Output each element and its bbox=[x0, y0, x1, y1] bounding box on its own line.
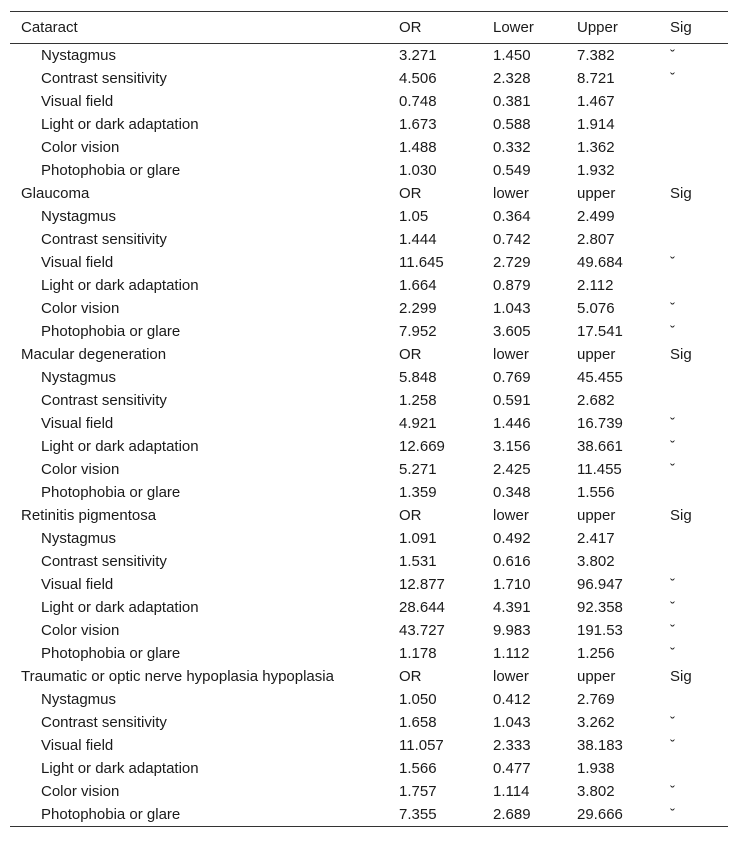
header-row bbox=[10, 12, 728, 44]
sig-mark bbox=[659, 481, 728, 504]
lower-value: 1.043 bbox=[493, 714, 531, 731]
row-label: Nystagmus bbox=[41, 47, 117, 64]
group-col-sig: Sig bbox=[670, 185, 692, 202]
or-value: 2.299 bbox=[399, 300, 437, 317]
upper-value: 11.455 bbox=[577, 461, 622, 478]
lower-value: 0.549 bbox=[493, 162, 531, 179]
lower-value: 3.156 bbox=[493, 438, 531, 455]
upper-value: 2.112 bbox=[577, 277, 614, 294]
lower-value: 2.328 bbox=[493, 70, 531, 87]
lower-value: 0.879 bbox=[493, 277, 531, 294]
sig-mark: ˇ bbox=[670, 622, 675, 639]
table-row bbox=[10, 205, 728, 228]
group-col-or: OR bbox=[399, 346, 422, 363]
lower-value: 2.333 bbox=[493, 737, 531, 754]
column-header-or: OR bbox=[399, 19, 422, 36]
upper-value: 2.807 bbox=[577, 231, 615, 248]
or-value: 1.658 bbox=[399, 714, 437, 731]
sig-mark: ˇ bbox=[670, 645, 675, 662]
upper-value: 7.382 bbox=[577, 47, 615, 64]
upper-value: 3.262 bbox=[577, 714, 615, 731]
table-row bbox=[10, 159, 728, 182]
row-label: Visual field bbox=[41, 576, 114, 593]
sig-mark bbox=[659, 205, 728, 228]
row-label: Visual field bbox=[41, 93, 114, 110]
group-header-row bbox=[10, 665, 728, 688]
lower-value: 1.710 bbox=[493, 576, 531, 593]
row-label: Nystagmus bbox=[41, 530, 117, 547]
or-value: 1.030 bbox=[399, 162, 437, 179]
group-col-or: OR bbox=[399, 185, 422, 202]
group-col-upper: upper bbox=[577, 346, 616, 363]
group-col-or: OR bbox=[399, 668, 422, 685]
sig-mark: ˇ bbox=[670, 737, 675, 754]
column-header-upper: Upper bbox=[577, 19, 618, 36]
table-row bbox=[10, 274, 728, 297]
upper-value: 2.682 bbox=[577, 392, 615, 409]
row-label: Color vision bbox=[41, 300, 120, 317]
lower-value: 0.332 bbox=[493, 139, 531, 156]
or-value: 43.727 bbox=[399, 622, 445, 639]
lower-value: 0.616 bbox=[493, 553, 531, 570]
group-col-upper: upper bbox=[577, 668, 616, 685]
sig-mark bbox=[659, 550, 728, 573]
sig-mark: ˇ bbox=[670, 254, 675, 271]
table-row bbox=[10, 527, 728, 550]
sig-mark bbox=[659, 688, 728, 711]
sig-mark: ˇ bbox=[670, 599, 675, 616]
group-col-sig: Sig bbox=[670, 668, 692, 685]
or-value: 1.359 bbox=[399, 484, 437, 501]
upper-value: 38.661 bbox=[577, 438, 623, 455]
upper-value: 2.499 bbox=[577, 208, 615, 225]
or-value: 11.057 bbox=[399, 737, 444, 754]
row-label: Visual field bbox=[41, 737, 114, 754]
table-row bbox=[10, 320, 728, 343]
lower-value: 2.729 bbox=[493, 254, 531, 271]
table-row bbox=[10, 550, 728, 573]
table-row bbox=[10, 435, 728, 458]
sig-mark bbox=[659, 274, 728, 297]
or-value: 1.091 bbox=[399, 530, 437, 547]
table-row bbox=[10, 389, 728, 412]
table-header bbox=[10, 12, 728, 44]
or-value: 1.444 bbox=[399, 231, 437, 248]
or-value: 4.506 bbox=[399, 70, 437, 87]
row-label: Visual field bbox=[41, 415, 114, 432]
sig-mark: ˇ bbox=[670, 461, 675, 478]
lower-value: 0.412 bbox=[493, 691, 531, 708]
group-col-sig: Sig bbox=[670, 507, 692, 524]
lower-value: 0.381 bbox=[493, 93, 531, 110]
or-value: 1.05 bbox=[399, 208, 429, 225]
row-label: Contrast sensitivity bbox=[41, 231, 167, 248]
group-col-lower: lower bbox=[493, 507, 529, 524]
table-row bbox=[10, 573, 728, 596]
upper-value: 3.802 bbox=[577, 783, 615, 800]
row-label: Nystagmus bbox=[41, 369, 117, 386]
table-row bbox=[10, 596, 728, 619]
sig-mark bbox=[659, 366, 728, 389]
lower-value: 0.364 bbox=[493, 208, 531, 225]
group-col-lower: lower bbox=[493, 185, 529, 202]
row-label: Photophobia or glare bbox=[41, 323, 181, 340]
or-value: 12.877 bbox=[399, 576, 445, 593]
upper-value: 1.467 bbox=[577, 93, 615, 110]
or-value: 11.645 bbox=[399, 254, 444, 271]
row-label: Light or dark adaptation bbox=[41, 438, 199, 455]
table-row bbox=[10, 711, 728, 734]
table-row bbox=[10, 90, 728, 113]
sig-mark: ˇ bbox=[670, 576, 675, 593]
upper-value: 2.769 bbox=[577, 691, 615, 708]
sig-mark bbox=[659, 136, 728, 159]
row-label: Photophobia or glare bbox=[41, 806, 181, 823]
upper-value: 3.802 bbox=[577, 553, 615, 570]
sig-mark: ˇ bbox=[670, 47, 675, 64]
row-label: Nystagmus bbox=[41, 208, 117, 225]
sig-mark bbox=[659, 389, 728, 412]
group-title-glaucoma: Glaucoma bbox=[21, 185, 90, 202]
upper-value: 16.739 bbox=[577, 415, 623, 432]
upper-value: 1.556 bbox=[577, 484, 615, 501]
sig-mark: ˇ bbox=[670, 438, 675, 455]
upper-value: 1.914 bbox=[577, 116, 615, 133]
lower-value: 2.425 bbox=[493, 461, 531, 478]
group-col-sig: Sig bbox=[670, 346, 692, 363]
column-header-lower: Lower bbox=[493, 19, 534, 36]
upper-value: 96.947 bbox=[577, 576, 623, 593]
sig-mark: ˇ bbox=[670, 714, 675, 731]
or-value: 28.644 bbox=[399, 599, 445, 616]
odds-ratio-table bbox=[10, 11, 728, 827]
table-row bbox=[10, 481, 728, 504]
lower-value: 0.588 bbox=[493, 116, 531, 133]
sig-mark: ˇ bbox=[670, 415, 675, 432]
table-body bbox=[10, 44, 728, 827]
upper-value: 1.938 bbox=[577, 760, 615, 777]
or-value: 1.050 bbox=[399, 691, 437, 708]
sig-mark bbox=[659, 113, 728, 136]
upper-value: 92.358 bbox=[577, 599, 623, 616]
row-label: Light or dark adaptation bbox=[41, 599, 199, 616]
lower-value: 9.983 bbox=[493, 622, 531, 639]
sig-mark: ˇ bbox=[670, 783, 675, 800]
row-label: Contrast sensitivity bbox=[41, 392, 167, 409]
group-col-or: OR bbox=[399, 507, 422, 524]
lower-value: 0.742 bbox=[493, 231, 531, 248]
sig-mark bbox=[659, 757, 728, 780]
row-label: Visual field bbox=[41, 254, 114, 271]
row-label: Nystagmus bbox=[41, 691, 117, 708]
group-col-lower: lower bbox=[493, 346, 529, 363]
table-row bbox=[10, 67, 728, 90]
sig-mark: ˇ bbox=[670, 806, 675, 823]
row-label: Photophobia or glare bbox=[41, 162, 181, 179]
or-value: 4.921 bbox=[399, 415, 437, 432]
or-value: 1.488 bbox=[399, 139, 437, 156]
lower-value: 1.043 bbox=[493, 300, 531, 317]
row-label: Light or dark adaptation bbox=[41, 760, 199, 777]
or-value: 1.178 bbox=[399, 645, 437, 662]
sig-mark bbox=[659, 527, 728, 550]
upper-value: 45.455 bbox=[577, 369, 623, 386]
group-header-row bbox=[10, 182, 728, 205]
lower-value: 4.391 bbox=[493, 599, 531, 616]
sig-mark bbox=[659, 90, 728, 113]
row-label: Photophobia or glare bbox=[41, 484, 181, 501]
table-container bbox=[10, 11, 728, 827]
group-header-cataract: Cataract bbox=[21, 19, 78, 36]
or-value: 1.258 bbox=[399, 392, 437, 409]
or-value: 0.748 bbox=[399, 93, 437, 110]
table-row bbox=[10, 642, 728, 665]
or-value: 1.531 bbox=[399, 553, 437, 570]
lower-value: 0.492 bbox=[493, 530, 531, 547]
or-value: 1.673 bbox=[399, 116, 437, 133]
lower-value: 0.348 bbox=[493, 484, 531, 501]
lower-value: 1.112 bbox=[493, 645, 530, 662]
row-label: Light or dark adaptation bbox=[41, 277, 199, 294]
table-row bbox=[10, 44, 728, 68]
upper-value: 49.684 bbox=[577, 254, 623, 271]
table-row bbox=[10, 136, 728, 159]
upper-value: 191.53 bbox=[577, 622, 623, 639]
lower-value: 0.769 bbox=[493, 369, 531, 386]
group-col-upper: upper bbox=[577, 507, 616, 524]
upper-value: 1.362 bbox=[577, 139, 615, 156]
group-title-traumatic-optic-nerve: Traumatic or optic nerve hypoplasia hypoplasia bbox=[21, 668, 334, 685]
sig-mark: ˇ bbox=[670, 70, 675, 87]
group-col-upper: upper bbox=[577, 185, 616, 202]
or-value: 7.952 bbox=[399, 323, 437, 340]
row-label: Contrast sensitivity bbox=[41, 714, 167, 731]
row-label: Light or dark adaptation bbox=[41, 116, 199, 133]
or-value: 12.669 bbox=[399, 438, 445, 455]
or-value: 3.271 bbox=[399, 47, 437, 64]
table-row bbox=[10, 113, 728, 136]
upper-value: 17.541 bbox=[577, 323, 623, 340]
group-title-retinitis-pigmentosa: Retinitis pigmentosa bbox=[21, 507, 157, 524]
upper-value: 1.932 bbox=[577, 162, 615, 179]
group-header-row bbox=[10, 504, 728, 527]
table-row bbox=[10, 619, 728, 642]
lower-value: 0.477 bbox=[493, 760, 531, 777]
table-row bbox=[10, 366, 728, 389]
group-col-lower: lower bbox=[493, 668, 529, 685]
group-header-row bbox=[10, 343, 728, 366]
group-title-macular-degeneration: Macular degeneration bbox=[21, 346, 167, 363]
row-label: Contrast sensitivity bbox=[41, 553, 167, 570]
table-row bbox=[10, 757, 728, 780]
lower-value: 2.689 bbox=[493, 806, 531, 823]
upper-value: 38.183 bbox=[577, 737, 623, 754]
table-row bbox=[10, 458, 728, 481]
lower-value: 0.591 bbox=[493, 392, 531, 409]
row-label: Contrast sensitivity bbox=[41, 70, 167, 87]
row-label: Color vision bbox=[41, 461, 120, 478]
table-row bbox=[10, 688, 728, 711]
upper-value: 5.076 bbox=[577, 300, 615, 317]
lower-value: 1.114 bbox=[493, 783, 530, 800]
table-row bbox=[10, 412, 728, 435]
upper-value: 1.256 bbox=[577, 645, 615, 662]
or-value: 7.355 bbox=[399, 806, 437, 823]
or-value: 1.757 bbox=[399, 783, 437, 800]
table-row bbox=[10, 251, 728, 274]
table-row bbox=[10, 780, 728, 803]
lower-value: 3.605 bbox=[493, 323, 531, 340]
or-value: 5.271 bbox=[399, 461, 437, 478]
row-label: Color vision bbox=[41, 622, 120, 639]
lower-value: 1.446 bbox=[493, 415, 531, 432]
lower-value: 1.450 bbox=[493, 47, 531, 64]
sig-mark: ˇ bbox=[670, 323, 675, 340]
column-header-sig: Sig bbox=[670, 19, 692, 36]
table-row bbox=[10, 734, 728, 757]
table-row bbox=[10, 803, 728, 827]
sig-mark bbox=[659, 159, 728, 182]
sig-mark bbox=[659, 228, 728, 251]
or-value: 1.664 bbox=[399, 277, 437, 294]
table-row bbox=[10, 228, 728, 251]
upper-value: 8.721 bbox=[577, 70, 615, 87]
row-label: Photophobia or glare bbox=[41, 645, 181, 662]
row-label: Color vision bbox=[41, 139, 120, 156]
sig-mark: ˇ bbox=[670, 300, 675, 317]
upper-value: 2.417 bbox=[577, 530, 615, 547]
table-row bbox=[10, 297, 728, 320]
or-value: 5.848 bbox=[399, 369, 437, 386]
upper-value: 29.666 bbox=[577, 806, 623, 823]
row-label: Color vision bbox=[41, 783, 120, 800]
or-value: 1.566 bbox=[399, 760, 437, 777]
